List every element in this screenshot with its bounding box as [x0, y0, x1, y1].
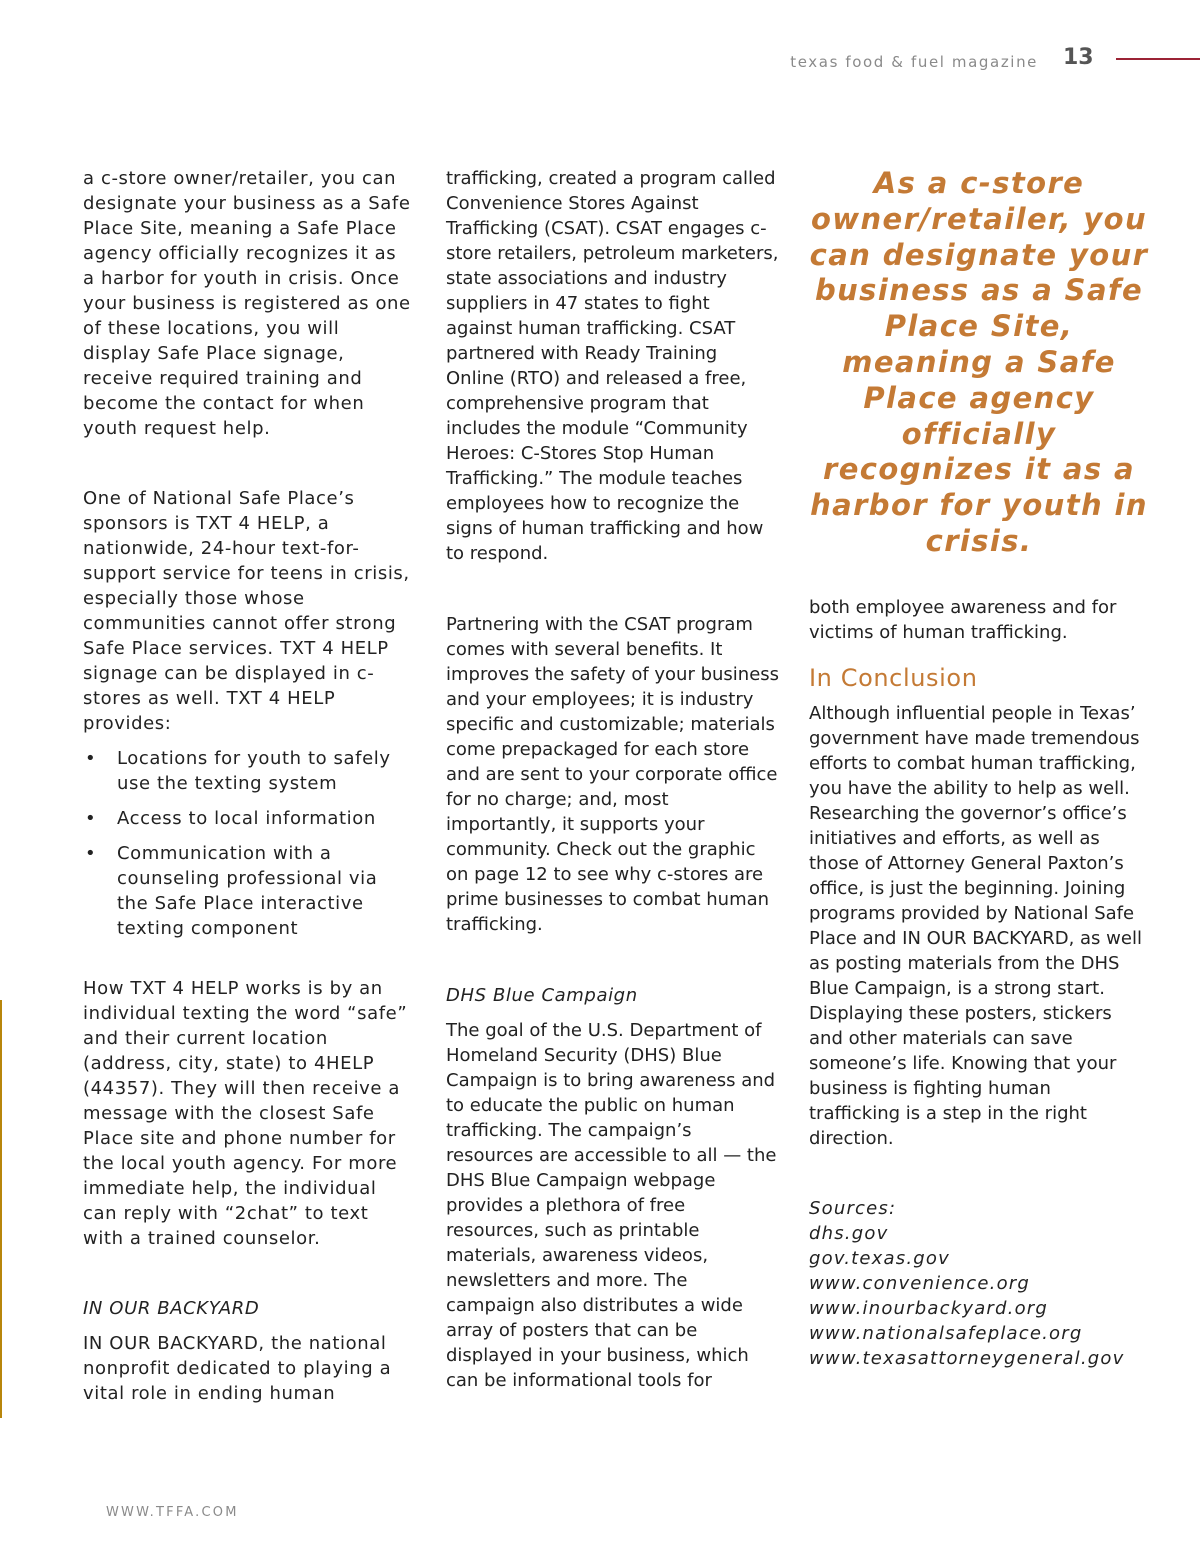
subheading: DHS Blue Campaign [446, 985, 638, 1006]
magazine-title: texas food & fuel magazine [790, 53, 1038, 71]
list-item: • Communication with a counseling professional via the Safe Place interactive texting component [83, 841, 413, 941]
section-heading: In Conclusion [809, 663, 978, 692]
paragraph: both employee awareness and for victims of human trafficking. [809, 596, 1117, 643]
page-number: 13 [1063, 45, 1094, 70]
column-3 [809, 166, 1149, 1371]
pull-quote: As a c-store owner/retailer, you can designate your business as a Safe Place Site, meaning a Safe Place agency officially recognizes it as a harbor for youth in crisis. [809, 166, 1149, 558]
source-link: www.inourbackyard.org [809, 1297, 1049, 1319]
paragraph: How TXT 4 HELP works is by an individual texting the word “safe” and their current location (address, city, state) to 4HELP (44357). They will then receive a message with the closest Safe Place site and phone number for the local youth agency. For more immediate help, the individual can reply with “2chat” to text with a trained counselor. [83, 978, 408, 1249]
source-link: www.texasattorneygeneral.gov [809, 1347, 1125, 1369]
page-header [0, 44, 1200, 76]
column-1 [83, 166, 413, 1406]
source-link: dhs.gov [809, 1222, 889, 1244]
bullet-list [83, 746, 413, 941]
header-rule [1116, 58, 1200, 60]
margin-accent-rule [0, 1000, 2, 1418]
paragraph: Although influential people in Texas’ government have made tremendous efforts to combat human trafficking, you have the ability to help as well. Researching the governor’s office’s initiatives and efforts, as well as those of Attorney General Paxton’s office, is just the beginning. Joining programs provided by National Safe Place and IN OUR BACKYARD, as well as posting materials from the DHS Blue Campaign, is a strong start. Displaying these posters, stickers and other materials can save someone’s life. Knowing that your business is fighting human trafficking is a step in the right direction. [809, 702, 1142, 1149]
source-link: gov.texas.gov [809, 1247, 950, 1269]
source-link: www.convenience.org [809, 1272, 1031, 1294]
paragraph: IN OUR BACKYARD, the national nonprofit dedicated to playing a vital role in ending human [83, 1333, 392, 1404]
sources-list [809, 1196, 1143, 1371]
paragraph: Partnering with the CSAT program comes with several benefits. It improves the safety of your business and your employees; it is industry specific and customizable; materials come prepackaged for each store and are sent to your corporate office for no charge; and, most importantly, it supports your community. Check out the graphic on page 12 to see why c-stores are prime businesses to combat human trafficking. [446, 614, 780, 935]
paragraph: a c-store owner/retailer, you can designate your business as a Safe Place Site, meaning a Safe Place agency officially recognizes it as a harbor for youth in crisis. Once your business is registered as one of these locations, you will display Safe Place signage, receive required training and become the contact for when youth request help. [83, 168, 411, 439]
list-item: • Locations for youth to safely use the texting system [83, 746, 413, 796]
sources-label: Sources: [809, 1197, 897, 1219]
paragraph: trafficking, created a program called Convenience Stores Against Trafficking (CSAT). CSAT engages c-store retailers, petroleum marketers, state associations and industry suppliers in 47 states to fight against human trafficking. CSAT partnered with Ready Training Online (RTO) and released a free, comprehensive program that includes the module “Community Heroes: C-Stores Stop Human Trafficking.” The module teaches employees how to recognize the signs of human trafficking and how to respond. [446, 168, 779, 564]
column-2 [446, 166, 780, 1393]
footer-website: WWW.TFFA.COM [106, 1505, 239, 1520]
subheading: IN OUR BACKYARD [83, 1298, 260, 1319]
paragraph: The goal of the U.S. Department of Homeland Security (DHS) Blue Campaign is to bring awareness and to educate the public on human trafficking. The campaign’s resources are accessible to all — the DHS Blue Campaign webpage provides a plethora of free resources, such as printable materials, awareness videos, newsletters and more. The campaign also distributes a wide array of posters that can be displayed in your business, which can be informational tools for [446, 1020, 777, 1391]
paragraph: One of National Safe Place’s sponsors is TXT 4 HELP, a nationwide, 24-hour text-for-support service for teens in crisis, especially those whose communities cannot offer strong Safe Place services. TXT 4 HELP signage can be displayed in c-stores as well. TXT 4 HELP provides: [83, 488, 410, 734]
source-link: www.nationalsafeplace.org [809, 1322, 1083, 1344]
list-item: • Access to local information [83, 806, 413, 831]
